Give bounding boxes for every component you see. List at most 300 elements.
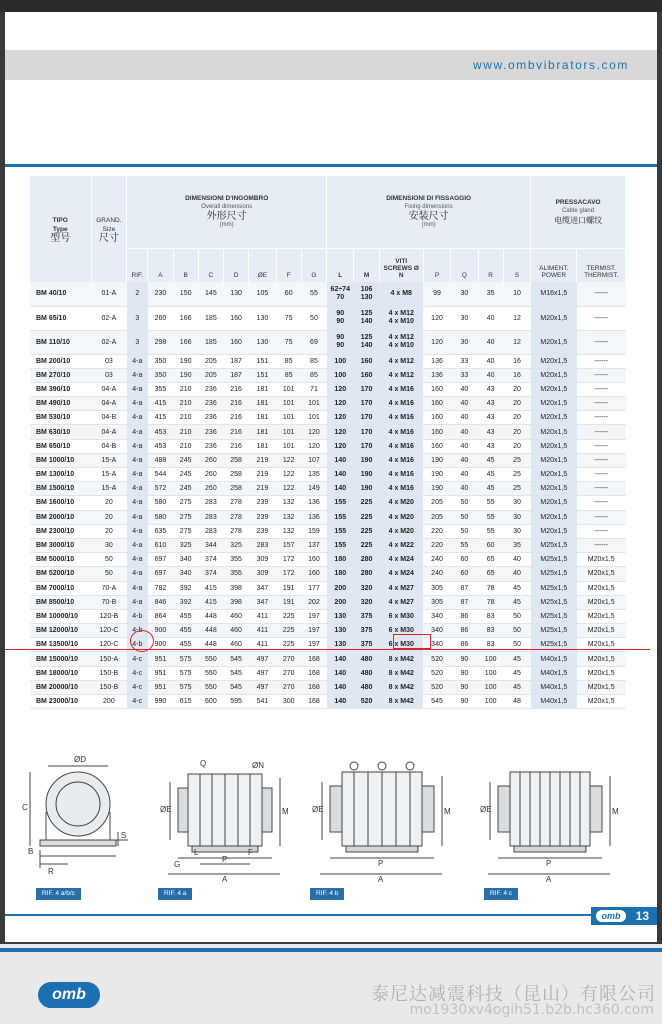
cell-n: 4 x M24 xyxy=(379,567,423,581)
cell-therm: M20x1,5 xyxy=(577,595,626,609)
cell-l: 120 xyxy=(327,425,354,439)
cell-b: 455 xyxy=(173,638,198,652)
cell-rif: 4-a xyxy=(127,411,148,425)
cell-d: 460 xyxy=(224,609,249,623)
cell-d: 258 xyxy=(224,468,249,482)
end-view-drawing xyxy=(18,752,138,882)
page-number-badge xyxy=(591,907,657,925)
cell-d: 278 xyxy=(224,496,249,510)
cell-f: 60 xyxy=(276,282,301,306)
cell-f: 157 xyxy=(276,538,301,552)
cell-p: 205 xyxy=(423,510,450,524)
cell-a: 453 xyxy=(148,439,173,453)
cell-e: 239 xyxy=(249,496,276,510)
label-b: B xyxy=(28,847,34,856)
cell-r: 78 xyxy=(478,581,503,595)
cell-s: 45 xyxy=(503,595,530,609)
cell-d: 325 xyxy=(224,538,249,552)
cell-tipo: BM 23000/10 xyxy=(30,695,91,709)
label-n: ØN xyxy=(252,761,264,770)
cell-rif: 4-a xyxy=(127,510,148,524)
cell-a: 453 xyxy=(148,425,173,439)
label-m: M xyxy=(282,807,289,816)
cell-r: 55 xyxy=(478,524,503,538)
cell-q: 86 xyxy=(451,624,478,638)
cell-p: 340 xyxy=(423,638,450,652)
cell-rif: 4-a xyxy=(127,354,148,368)
cell-power: M20x1,5 xyxy=(531,397,577,411)
cell-e: 181 xyxy=(249,439,276,453)
cell-f: 225 xyxy=(276,609,301,623)
footer-rule xyxy=(5,914,657,916)
cell-m: 280 xyxy=(354,567,379,581)
cell-b: 210 xyxy=(173,382,198,396)
cell-c: 185 xyxy=(198,330,223,354)
cell-power: M25x1,5 xyxy=(531,567,577,581)
cell-p: 160 xyxy=(423,382,450,396)
cell-c: 185 xyxy=(198,306,223,330)
cell-power: M20x1,5 xyxy=(531,453,577,467)
website-url[interactable]: www.ombvibrators.com xyxy=(472,58,629,72)
cell-tipo: BM 40/10 xyxy=(30,282,91,306)
cell-r: 100 xyxy=(478,652,503,666)
cell-s: 40 xyxy=(503,567,530,581)
cell-f: 172 xyxy=(276,567,301,581)
rif-label-4a: RIF. 4 a xyxy=(158,888,192,900)
cell-b: 275 xyxy=(173,524,198,538)
cell-n: 4 x M12 4 x M10 xyxy=(379,330,423,354)
cell-therm: ------ xyxy=(577,453,626,467)
cell-m: 170 xyxy=(354,425,379,439)
cell-a: 610 xyxy=(148,538,173,552)
cell-tipo: BM 12000/10 xyxy=(30,624,91,638)
rif-4a-drawing xyxy=(160,752,290,882)
cell-a: 355 xyxy=(148,382,173,396)
label-d: ØD xyxy=(74,755,86,764)
cell-e: 541 xyxy=(249,695,276,709)
cell-m: 190 xyxy=(354,453,379,467)
cell-size: 15-A xyxy=(91,453,127,467)
cell-e: 181 xyxy=(249,397,276,411)
cell-b: 392 xyxy=(173,595,198,609)
cell-n: 8 x M42 xyxy=(379,695,423,709)
col-header: F xyxy=(276,248,301,282)
cell-g: 137 xyxy=(301,538,326,552)
cell-size: 20 xyxy=(91,510,127,524)
cell-m: 375 xyxy=(354,609,379,623)
cell-g: 197 xyxy=(301,624,326,638)
cell-f: 101 xyxy=(276,439,301,453)
cell-n: 4 x M27 xyxy=(379,581,423,595)
cell-rif: 4-b xyxy=(127,624,148,638)
cell-a: 580 xyxy=(148,496,173,510)
cell-q: 30 xyxy=(451,306,478,330)
cell-therm: ------ xyxy=(577,510,626,524)
cell-s: 50 xyxy=(503,638,530,652)
cell-e: 309 xyxy=(249,567,276,581)
cell-m: 225 xyxy=(354,538,379,552)
cell-l: 155 xyxy=(327,538,354,552)
cell-c: 145 xyxy=(198,282,223,306)
col-header: ALIMENT. POWER xyxy=(531,248,577,282)
cell-l: 140 xyxy=(327,666,354,680)
cell-tipo: BM 3000/10 xyxy=(30,538,91,552)
table-row xyxy=(30,354,626,368)
cell-s: 30 xyxy=(503,524,530,538)
cell-f: 101 xyxy=(276,411,301,425)
cell-therm: ------ xyxy=(577,468,626,482)
cell-tipo: BM 18000/10 xyxy=(30,666,91,680)
cell-s: 20 xyxy=(503,439,530,453)
cell-m: 160 xyxy=(354,354,379,368)
cell-g: 120 xyxy=(301,425,326,439)
cell-d: 216 xyxy=(224,439,249,453)
cell-rif: 4-c xyxy=(127,666,148,680)
cell-therm: ------ xyxy=(577,368,626,382)
cell-m: 190 xyxy=(354,468,379,482)
cell-r: 45 xyxy=(478,453,503,467)
cell-g: 101 xyxy=(301,397,326,411)
label-a: A xyxy=(222,875,228,882)
cell-therm: ------ xyxy=(577,439,626,453)
cell-m: 320 xyxy=(354,595,379,609)
cell-e: 181 xyxy=(249,411,276,425)
cell-e: 411 xyxy=(249,624,276,638)
cell-therm: M20x1,5 xyxy=(577,695,626,709)
cell-rif: 2 xyxy=(127,282,148,306)
cell-m: 190 xyxy=(354,482,379,496)
cell-d: 216 xyxy=(224,411,249,425)
cell-d: 160 xyxy=(224,306,249,330)
cell-d: 258 xyxy=(224,453,249,467)
cell-m: 375 xyxy=(354,624,379,638)
cell-tipo: BM 7000/10 xyxy=(30,581,91,595)
cell-c: 550 xyxy=(198,666,223,680)
cell-p: 190 xyxy=(423,482,450,496)
cell-p: 305 xyxy=(423,581,450,595)
cell-r: 65 xyxy=(478,553,503,567)
cell-g: 107 xyxy=(301,453,326,467)
cell-s: 30 xyxy=(503,510,530,524)
cell-size: 50 xyxy=(91,567,127,581)
cell-q: 90 xyxy=(451,680,478,694)
rif-4b-drawing xyxy=(312,752,452,882)
cell-power: M20x1,5 xyxy=(531,482,577,496)
cell-s: 25 xyxy=(503,453,530,467)
cell-tipo: BM 20000/10 xyxy=(30,680,91,694)
cell-d: 130 xyxy=(224,282,249,306)
cell-tipo: BM 1500/10 xyxy=(30,482,91,496)
col-header: A xyxy=(148,248,173,282)
cell-size: 02-A xyxy=(91,306,127,330)
cell-g: 168 xyxy=(301,680,326,694)
cell-g: 197 xyxy=(301,638,326,652)
cell-m: 170 xyxy=(354,411,379,425)
cell-c: 205 xyxy=(198,368,223,382)
cell-e: 283 xyxy=(249,538,276,552)
cell-e: 347 xyxy=(249,581,276,595)
cell-c: 236 xyxy=(198,425,223,439)
cell-rif: 4-a xyxy=(127,524,148,538)
cell-f: 270 xyxy=(276,652,301,666)
cell-r: 55 xyxy=(478,510,503,524)
label-g: G xyxy=(174,860,181,869)
cell-b: 190 xyxy=(173,354,198,368)
cell-c: 448 xyxy=(198,624,223,638)
table-row xyxy=(30,439,626,453)
cell-b: 166 xyxy=(173,330,198,354)
cell-n: 8 x M42 xyxy=(379,680,423,694)
cell-l: 200 xyxy=(327,581,354,595)
label-e-2: ØE xyxy=(312,805,324,814)
table-row xyxy=(30,524,626,538)
cell-g: 50 xyxy=(301,306,326,330)
cell-rif: 3 xyxy=(127,306,148,330)
cell-l: 90 90 xyxy=(327,306,354,330)
cell-size: 02-A xyxy=(91,330,127,354)
label-s: S xyxy=(121,831,127,840)
cell-tipo: BM 390/10 xyxy=(30,382,91,396)
cell-b: 210 xyxy=(173,425,198,439)
cell-e: 181 xyxy=(249,425,276,439)
cell-size: 150-B xyxy=(91,666,127,680)
table-row xyxy=(30,595,626,609)
cell-s: 30 xyxy=(503,496,530,510)
cell-b: 210 xyxy=(173,411,198,425)
col-header: P xyxy=(423,248,450,282)
cell-p: 340 xyxy=(423,624,450,638)
cell-size: 30 xyxy=(91,538,127,552)
cell-c: 283 xyxy=(198,496,223,510)
cell-s: 12 xyxy=(503,306,530,330)
cell-r: 40 xyxy=(478,306,503,330)
cell-r: 40 xyxy=(478,330,503,354)
cell-n: 4 x M22 xyxy=(379,538,423,552)
cell-power: M40x1,5 xyxy=(531,666,577,680)
cell-s: 45 xyxy=(503,652,530,666)
cell-therm: M20x1,5 xyxy=(577,567,626,581)
cell-tipo: BM 13500/10 xyxy=(30,638,91,652)
cell-g: 160 xyxy=(301,567,326,581)
cell-d: 216 xyxy=(224,382,249,396)
cell-m: 480 xyxy=(354,652,379,666)
cell-therm: M20x1,5 xyxy=(577,666,626,680)
cell-e: 219 xyxy=(249,482,276,496)
table-row xyxy=(30,567,626,581)
cell-f: 101 xyxy=(276,397,301,411)
cell-therm: M20x1,5 xyxy=(577,581,626,595)
cell-size: 03 xyxy=(91,354,127,368)
label-m-2: M xyxy=(444,807,451,816)
page-number: 13 xyxy=(635,909,649,923)
cell-g: 168 xyxy=(301,695,326,709)
cell-f: 85 xyxy=(276,368,301,382)
cell-d: 460 xyxy=(224,624,249,638)
cell-p: 120 xyxy=(423,330,450,354)
cell-e: 130 xyxy=(249,330,276,354)
label-m-3: M xyxy=(612,807,619,816)
cell-a: 350 xyxy=(148,354,173,368)
cell-power: M20x1,5 xyxy=(531,306,577,330)
cell-rif: 4-a xyxy=(127,567,148,581)
cell-size: 70-A xyxy=(91,581,127,595)
cell-therm: ------ xyxy=(577,425,626,439)
cell-g: 202 xyxy=(301,595,326,609)
cell-s: 20 xyxy=(503,411,530,425)
rif-label-4b: RIF. 4 b xyxy=(310,888,344,900)
cell-power: M20x1,5 xyxy=(531,496,577,510)
cell-q: 86 xyxy=(451,609,478,623)
cell-s: 45 xyxy=(503,680,530,694)
cell-f: 132 xyxy=(276,524,301,538)
footer-bar xyxy=(0,948,662,952)
cell-rif: 4-a xyxy=(127,382,148,396)
cell-size: 120-B xyxy=(91,609,127,623)
cell-therm: ------ xyxy=(577,538,626,552)
table-row xyxy=(30,468,626,482)
cell-tipo: BM 2300/10 xyxy=(30,524,91,538)
company-name: 泰尼达减震科技（昆山）有限公司 xyxy=(371,984,656,1005)
cell-b: 575 xyxy=(173,680,198,694)
cell-p: 240 xyxy=(423,553,450,567)
rif-label-4c: RIF. 4 c xyxy=(484,888,518,900)
cell-tipo: BM 15000/10 xyxy=(30,652,91,666)
cell-c: 205 xyxy=(198,354,223,368)
cell-b: 575 xyxy=(173,652,198,666)
cell-l: 130 xyxy=(327,609,354,623)
cell-rif: 4-c xyxy=(127,680,148,694)
cell-l: 120 xyxy=(327,439,354,453)
cell-l: 130 xyxy=(327,624,354,638)
cell-r: 43 xyxy=(478,425,503,439)
cell-tipo: BM 1600/10 xyxy=(30,496,91,510)
cell-a: 488 xyxy=(148,453,173,467)
cell-e: 130 xyxy=(249,306,276,330)
cell-power: M40x1,5 xyxy=(531,680,577,694)
label-c: C xyxy=(22,803,28,812)
cell-d: 258 xyxy=(224,482,249,496)
cell-p: 305 xyxy=(423,595,450,609)
cell-p: 190 xyxy=(423,453,450,467)
cell-a: 635 xyxy=(148,524,173,538)
cell-therm: ------ xyxy=(577,330,626,354)
cell-p: 160 xyxy=(423,439,450,453)
cell-s: 20 xyxy=(503,382,530,396)
cell-c: 374 xyxy=(198,553,223,567)
cell-q: 40 xyxy=(451,425,478,439)
cell-rif: 4-a xyxy=(127,482,148,496)
rif-4c-drawing xyxy=(480,752,620,882)
cell-rif: 4-a xyxy=(127,496,148,510)
table-row xyxy=(30,368,626,382)
cell-r: 83 xyxy=(478,638,503,652)
cell-f: 132 xyxy=(276,510,301,524)
cell-l: 120 xyxy=(327,382,354,396)
cell-f: 122 xyxy=(276,482,301,496)
cell-d: 187 xyxy=(224,354,249,368)
cell-therm: ------ xyxy=(577,306,626,330)
cell-d: 187 xyxy=(224,368,249,382)
size-header: GRAND. Size 尺寸 xyxy=(91,176,127,282)
cell-e: 309 xyxy=(249,553,276,567)
cell-n: 4 x M20 xyxy=(379,496,423,510)
cell-c: 550 xyxy=(198,652,223,666)
highlight-circle xyxy=(130,630,154,652)
cell-r: 83 xyxy=(478,609,503,623)
cell-d: 355 xyxy=(224,567,249,581)
cell-m: 125 140 xyxy=(354,330,379,354)
cell-q: 50 xyxy=(451,524,478,538)
cell-l: 155 xyxy=(327,524,354,538)
col-header: TERMIST. THERMIST. xyxy=(577,248,626,282)
cell-n: 4 x M16 xyxy=(379,439,423,453)
label-l: L xyxy=(194,848,199,857)
cell-g: 135 xyxy=(301,468,326,482)
cell-p: 220 xyxy=(423,538,450,552)
cell-size: 20 xyxy=(91,524,127,538)
cell-m: 106 130 xyxy=(354,282,379,306)
cell-f: 101 xyxy=(276,425,301,439)
cell-f: 300 xyxy=(276,695,301,709)
cell-size: 15-A xyxy=(91,482,127,496)
cell-p: 520 xyxy=(423,652,450,666)
cell-c: 283 xyxy=(198,510,223,524)
cell-power: M25x1,5 xyxy=(531,638,577,652)
cell-size: 50 xyxy=(91,553,127,567)
cell-e: 411 xyxy=(249,609,276,623)
cell-rif: 4-c xyxy=(127,652,148,666)
col-header: R xyxy=(478,248,503,282)
cell-rif: 4-a xyxy=(127,468,148,482)
cell-rif: 4-a xyxy=(127,581,148,595)
cell-r: 100 xyxy=(478,680,503,694)
cell-d: 160 xyxy=(224,330,249,354)
cell-b: 392 xyxy=(173,581,198,595)
cell-d: 460 xyxy=(224,638,249,652)
cell-power: M20x1,5 xyxy=(531,330,577,354)
cell-n: 4 x M12 xyxy=(379,354,423,368)
cell-l: 140 xyxy=(327,482,354,496)
cell-power: M20x1,5 xyxy=(531,411,577,425)
cell-p: 520 xyxy=(423,666,450,680)
col-header: B xyxy=(173,248,198,282)
cell-r: 43 xyxy=(478,382,503,396)
cell-p: 160 xyxy=(423,411,450,425)
cell-l: 120 xyxy=(327,411,354,425)
cell-size: 04-A xyxy=(91,382,127,396)
cell-therm: M20x1,5 xyxy=(577,638,626,652)
cell-a: 230 xyxy=(148,282,173,306)
overall-dimensions-header: DIMENSIONI D'INGOMBRO Overall dimensions 外形尺寸 (mm) xyxy=(127,176,327,248)
cell-l: 140 xyxy=(327,453,354,467)
cell-d: 398 xyxy=(224,595,249,609)
cell-size: 200 xyxy=(91,695,127,709)
cell-b: 325 xyxy=(173,538,198,552)
tipo-header: TIPO Type 型号 xyxy=(30,176,91,282)
cell-a: 697 xyxy=(148,567,173,581)
cell-r: 45 xyxy=(478,468,503,482)
table-row xyxy=(30,652,626,666)
cell-size: 120-C xyxy=(91,638,127,652)
watermark-url: mo1930xv4ogih51.b2b.hc360.com xyxy=(409,1002,654,1018)
cell-rif: 4-a xyxy=(127,538,148,552)
cell-g: 197 xyxy=(301,609,326,623)
cell-f: 85 xyxy=(276,354,301,368)
cell-n: 4 x M27 xyxy=(379,595,423,609)
cell-b: 615 xyxy=(173,695,198,709)
cell-power: M25x1,5 xyxy=(531,624,577,638)
cell-q: 40 xyxy=(451,453,478,467)
